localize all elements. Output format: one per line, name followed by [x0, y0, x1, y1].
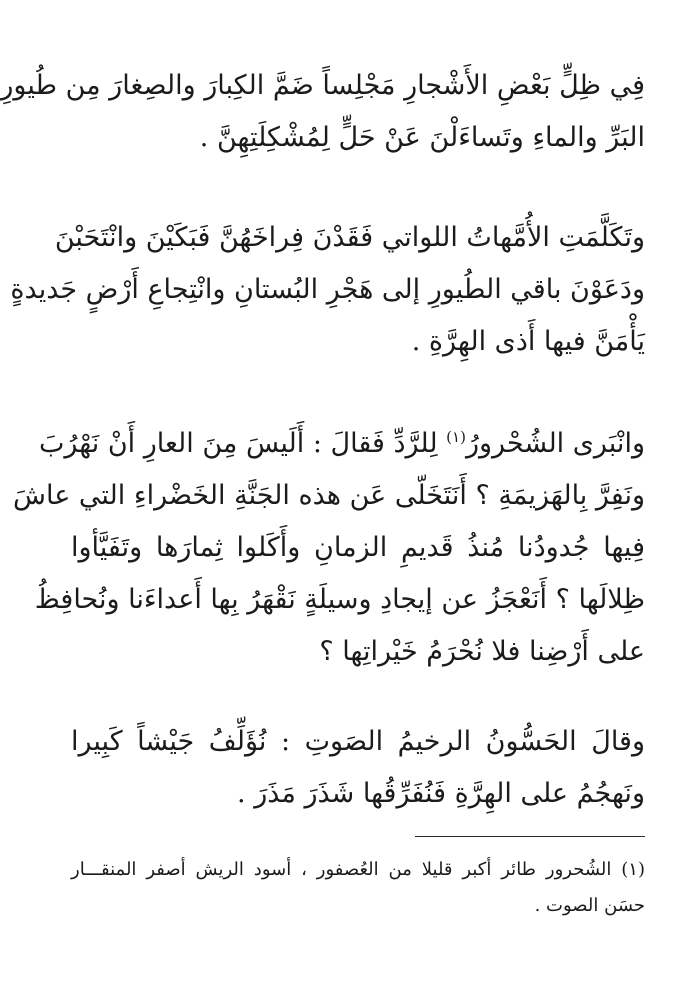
text-line: ونَهجُمُ على الهِرَّةِ فَنُفَرِّقُها شَذَرَ مَذَرَ .	[237, 778, 645, 809]
text-line: على أَرْضِنا فلا نُحْرَمُ خَيْراتِها ؟	[319, 636, 645, 667]
text-line: ودَعَوْنَ باقي الطُيورِ إلى هَجْرِ البُستانِ وانْتِجاعِ أَرْضٍ جَديدةٍ	[10, 274, 645, 305]
text-line: ونَفِرَّ بِالهَزيمَةِ ؟ أَنَتَخَلّى عَن هذه الجَنَّةِ الخَضْراءِ التي عاشَ	[13, 480, 645, 511]
paragraph-3	[13, 418, 645, 678]
text-line: فِيها جُدودُنا مُنذُ قَديمِ الزمانِ وأَكَلوا ثِمارَها وتَفَيَّأوا	[71, 532, 645, 563]
text-line: وتَكَلَّمَتِ الأُمَّهاتُ اللواتي فَقَدْنَ فِراخَهُنَّ فَبَكَيْنَ وانْتَحَبْنَ	[54, 222, 645, 253]
line-end-text: لِلرَّدِّ فَقالَ : أَلَيسَ مِنَ العارِ أَنْ نَهْرُبَ	[38, 428, 438, 459]
text-line: يَأْمَنَّ فيها أَذى الهِرَّةِ .	[411, 326, 645, 357]
text-line: وقالَ الحَسُّونُ الرخيمُ الصَوتِ : نُؤَلِّفُ جَيْشاً كَبِيرا	[71, 726, 645, 757]
paragraph-1	[0, 60, 645, 164]
footnote-reference[interactable]: (١)	[446, 428, 466, 446]
text-line	[38, 418, 645, 470]
footnote-line: (١) الشُحرور طائر أكبر قليلا من العُصفور ، أسود الريش أصفر المنقـــار	[71, 859, 645, 880]
footnote-divider	[415, 836, 645, 837]
footnote	[71, 852, 645, 924]
paragraph-4	[71, 716, 645, 820]
footnote-line: حسَن الصوت .	[534, 895, 645, 916]
line-start-text: وانْبَرى الشُحْرورُ	[465, 428, 645, 459]
text-line: ظِلالَها ؟ أَنَعْجَزُ عن إيجادِ وسيلَةٍ نَقْهَرُ بِها أَعداءَنا ونُحافِظُ	[34, 584, 645, 615]
text-line: فِي ظِلٍّ بَعْضِ الأَشْجارِ مَجْلِساً ضَمَّ الكِبارَ والصِغارَ مِن طُيورِ	[0, 70, 645, 101]
paragraph-2	[10, 212, 645, 368]
text-line: البَرِّ والماءِ وتَساءَلْنَ عَنْ حَلٍّ لِمُشْكِلَتِهِنَّ .	[199, 122, 645, 153]
